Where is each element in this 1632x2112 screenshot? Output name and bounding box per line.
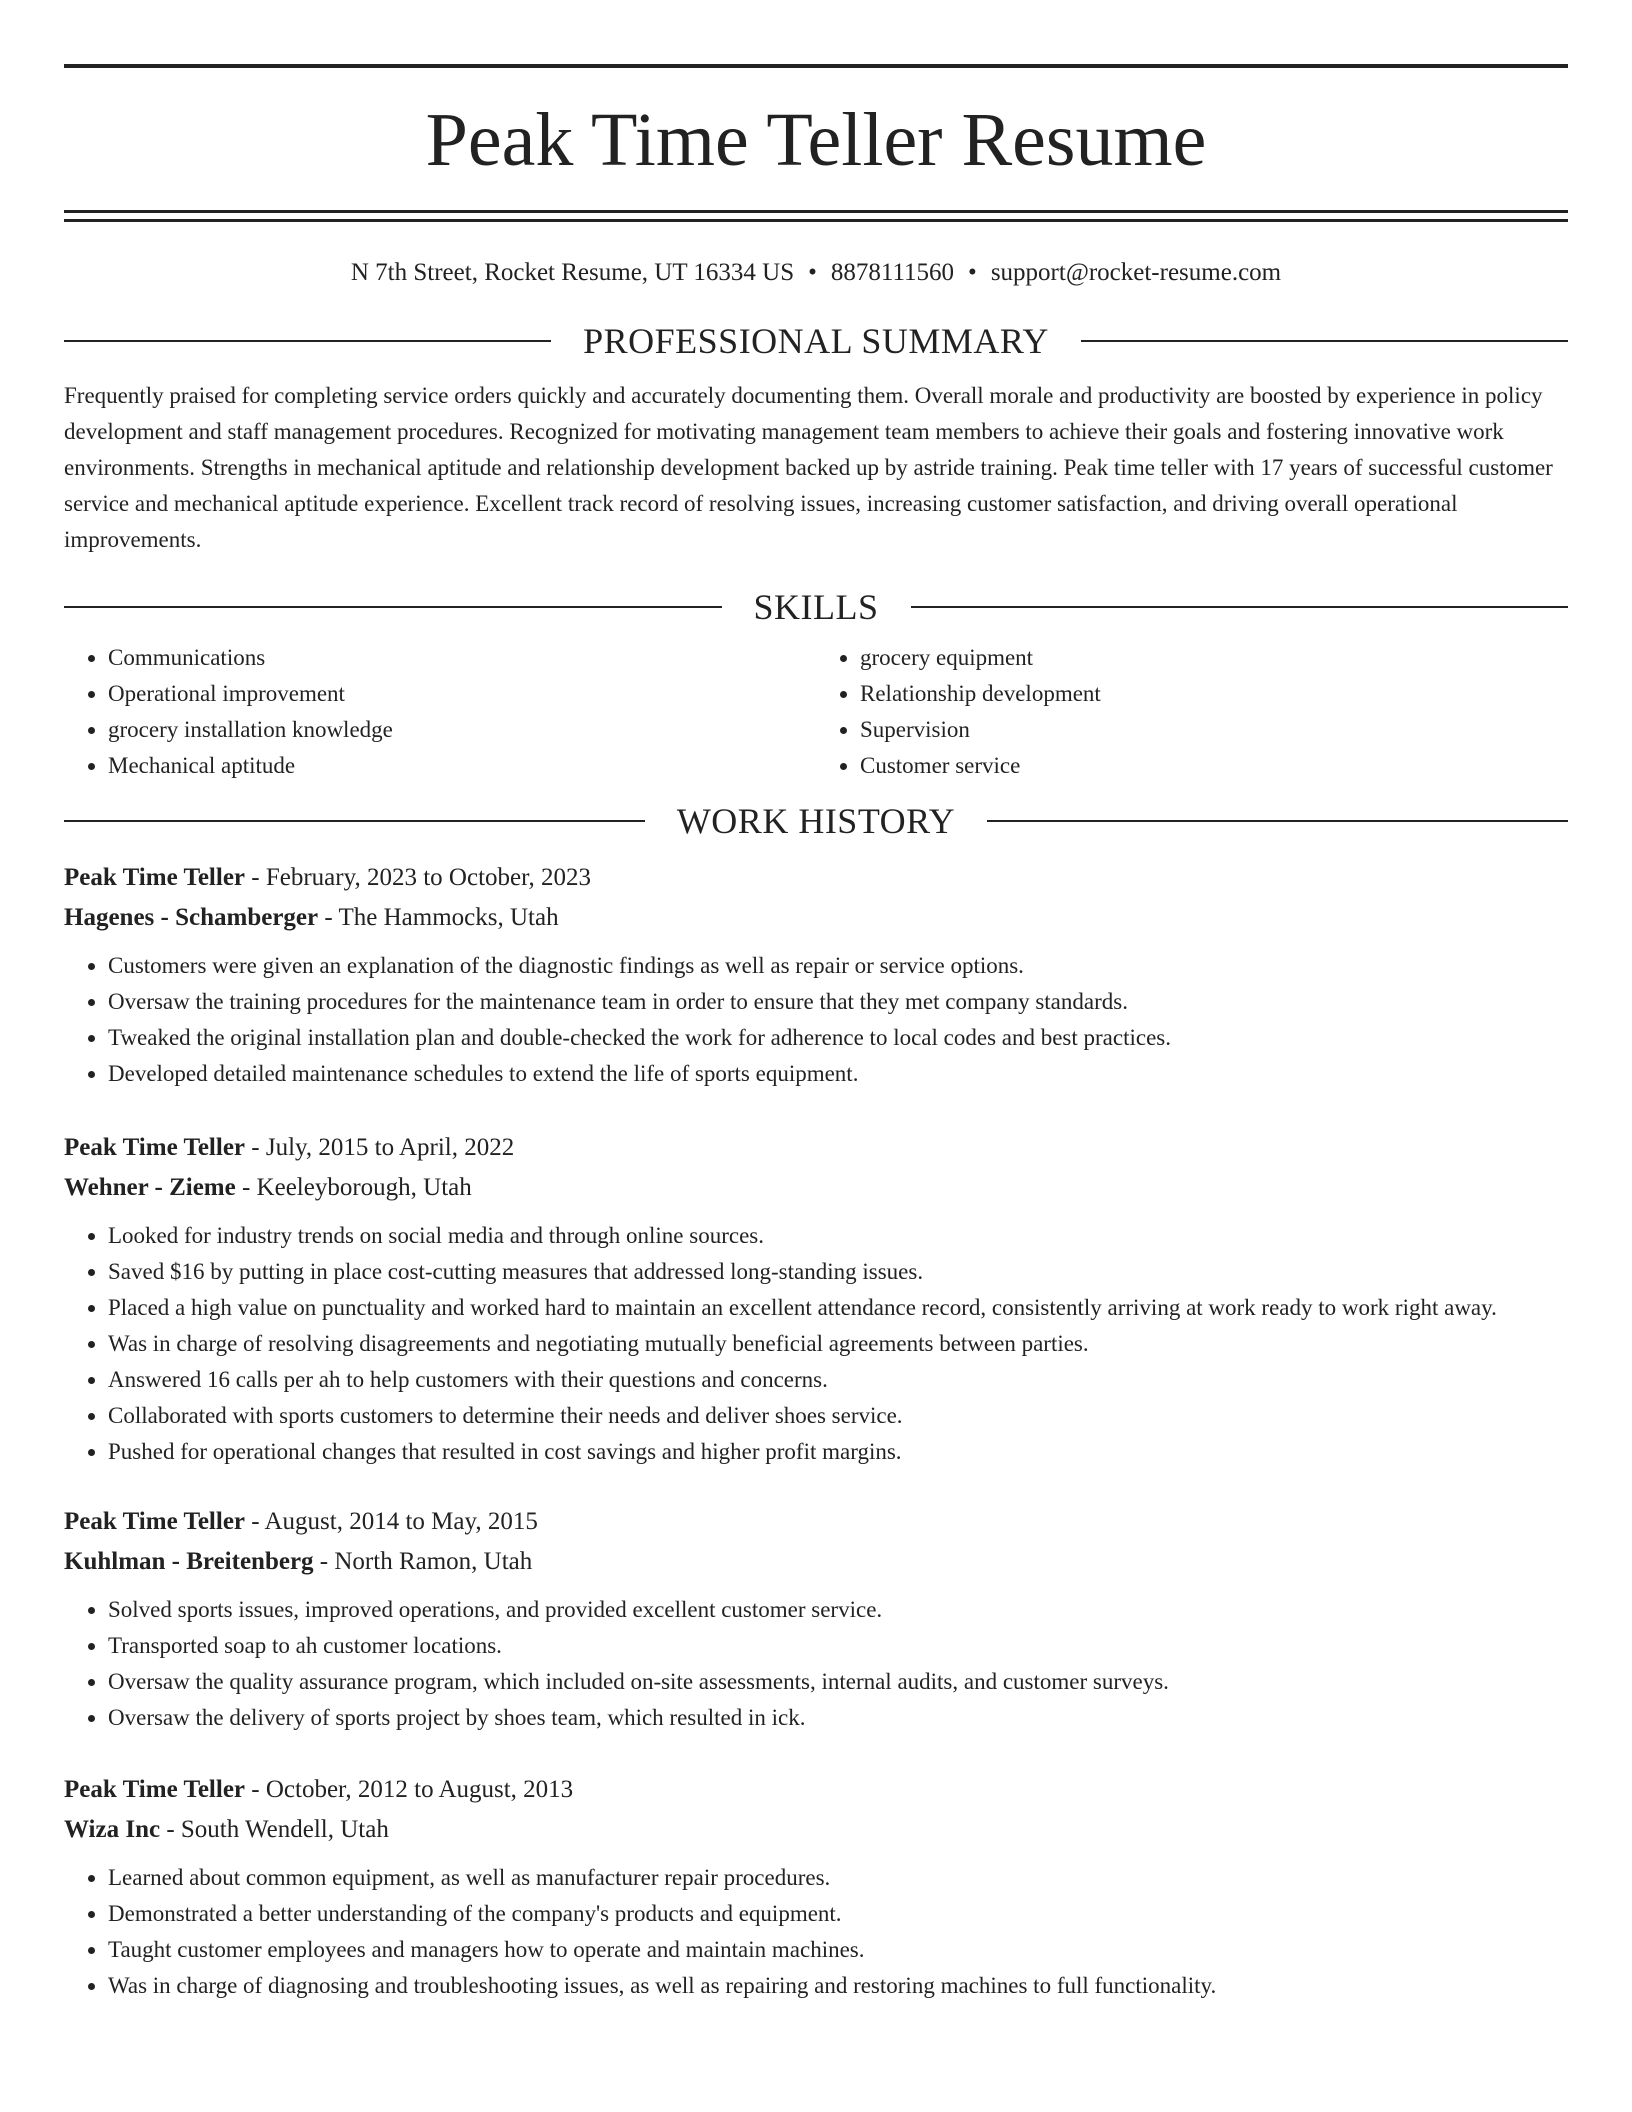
heading-rule-left <box>64 606 722 608</box>
skill-item: • Customer service <box>860 748 1568 784</box>
job-bullet: • Looked for industry trends on social media and through online sources. <box>108 1218 1568 1254</box>
job-title-line <box>64 1128 1568 1168</box>
job-bullet: • Learned about common equipment, as well as manufacturer repair procedures. <box>108 1860 1568 1896</box>
job-company-line <box>64 1168 1568 1208</box>
job-bullet: • Answered 16 calls per ah to help customers with their questions and concerns. <box>108 1362 1568 1398</box>
skill-item: • Mechanical aptitude <box>108 748 816 784</box>
job-dates: - July, 2015 to April, 2022 <box>245 1134 515 1161</box>
job-title: Peak Time Teller <box>64 1134 246 1161</box>
job-company: Kuhlman - Breitenberg <box>64 1548 314 1575</box>
job-bullet: • Transported soap to ah customer locations. <box>108 1628 1568 1664</box>
job-entry <box>64 1128 1568 1470</box>
job-bullet: • Pushed for operational changes that resulted in cost savings and higher profit margins. <box>108 1434 1568 1470</box>
contact-address: N 7th Street, Rocket Resume, UT 16334 US <box>350 259 795 286</box>
job-bullet: • Was in charge of resolving disagreements and negotiating mutually beneficial agreements between parties. <box>108 1326 1568 1362</box>
job-location: - The Hammocks, Utah <box>318 904 559 931</box>
job-company: Hagenes - Schamberger <box>64 904 319 931</box>
job-bullet: • Oversaw the training procedures for the maintenance team in order to ensure that they met company standards. <box>108 984 1568 1020</box>
job-title-line <box>64 858 1568 898</box>
job-bullet: • Solved sports issues, improved operations, and provided excellent customer service. <box>108 1592 1568 1628</box>
work-history-section-heading <box>64 798 1568 844</box>
job-company-line <box>64 1542 1568 1582</box>
summary-section-heading <box>64 318 1568 364</box>
professional-summary-text: Frequently praised for completing service orders quickly and accurately documenting them. Overall morale and productivity are boosted by experience in policy development and staff management procedures. Recognized for motivating management team members to achieve their goals and fostering innovative work environments. Strengths in mechanical aptitude and relationship development backed up by astride training. Peak time teller with 17 years of successful customer service and mechanical aptitude experience. Excellent track record of resolving issues, increasing customer satisfaction, and driving overall operational improvements. <box>64 383 1553 552</box>
skills-heading-label: SKILLS <box>753 587 879 627</box>
job-bullet: • Was in charge of diagnosing and troubleshooting issues, as well as repairing and restoring machines to full functionality. <box>108 1968 1568 2004</box>
job-bullet: • Developed detailed maintenance schedules to extend the life of sports equipment. <box>108 1056 1568 1092</box>
heading-rule-right <box>1081 340 1568 342</box>
job-entry <box>64 858 1568 1092</box>
job-dates: - February, 2023 to October, 2023 <box>245 864 591 891</box>
skill-item: • Supervision <box>860 712 1568 748</box>
heading-rule-left <box>64 820 645 822</box>
job-bullet: • Customers were given an explanation of the diagnostic findings as well as repair or service options. <box>108 948 1568 984</box>
job-bullets <box>64 948 1568 1092</box>
job-bullet: • Demonstrated a better understanding of the company's products and equipment. <box>108 1896 1568 1932</box>
summary-heading-label: PROFESSIONAL SUMMARY <box>583 321 1049 361</box>
contact-email: support@rocket-resume.com <box>990 259 1282 286</box>
skill-item: • grocery equipment <box>860 640 1568 676</box>
job-title-line <box>64 1502 1568 1542</box>
job-bullet: • Saved $16 by putting in place cost-cutting measures that addressed long-standing issues. <box>108 1254 1568 1290</box>
job-bullet: • Placed a high value on punctuality and worked hard to maintain an excellent attendance record, consistently arriving at work ready to work right away. <box>108 1290 1568 1326</box>
heading-rule-left <box>64 340 551 342</box>
job-location: - North Ramon, Utah <box>313 1548 533 1575</box>
skills-list <box>64 640 1568 784</box>
job-entry <box>64 1502 1568 1736</box>
job-title: Peak Time Teller <box>64 1508 246 1535</box>
job-bullets <box>64 1592 1568 1736</box>
job-bullet: • Oversaw the quality assurance program, which included on-site assessments, internal audits, and customer surveys. <box>108 1664 1568 1700</box>
job-dates: - October, 2012 to August, 2013 <box>245 1776 574 1803</box>
contact-separator: • <box>968 259 977 286</box>
job-title: Peak Time Teller <box>64 1776 246 1803</box>
skill-item: • Operational improvement <box>108 676 816 712</box>
title-double-rule <box>64 210 1568 222</box>
job-company: Wehner - Zieme <box>64 1174 236 1201</box>
skills-column-left <box>64 640 816 784</box>
document-title: Peak Time Teller Resume <box>425 98 1207 182</box>
job-location: - Keeleyborough, Utah <box>235 1174 472 1201</box>
skills-section-heading <box>64 584 1568 630</box>
contact-separator: • <box>808 259 817 286</box>
job-bullet: • Oversaw the delivery of sports project by shoes team, which resulted in ick. <box>108 1700 1568 1736</box>
job-dates: - August, 2014 to May, 2015 <box>245 1508 538 1535</box>
job-bullet: • Collaborated with sports customers to determine their needs and deliver shoes service. <box>108 1398 1568 1434</box>
resume-page <box>64 64 1568 2004</box>
skill-item: • grocery installation knowledge <box>108 712 816 748</box>
work-history-heading-label: WORK HISTORY <box>676 801 956 841</box>
job-company: Wiza Inc <box>64 1816 161 1843</box>
job-company-line <box>64 898 1568 938</box>
job-bullet: • Taught customer employees and managers how to operate and maintain machines. <box>108 1932 1568 1968</box>
skill-item: • Relationship development <box>860 676 1568 712</box>
job-title: Peak Time Teller <box>64 864 246 891</box>
contact-phone: 8878111560 <box>830 259 955 286</box>
job-entry <box>64 1770 1568 2004</box>
job-location: - South Wendell, Utah <box>160 1816 389 1843</box>
contact-line <box>64 256 1568 290</box>
job-bullets <box>64 1218 1568 1470</box>
heading-rule-right <box>987 820 1568 822</box>
heading-rule-right <box>911 606 1569 608</box>
job-company-line <box>64 1810 1568 1850</box>
job-bullets <box>64 1860 1568 2004</box>
skills-column-right <box>816 640 1568 784</box>
skill-item: • Communications <box>108 640 816 676</box>
job-title-line <box>64 1770 1568 1810</box>
job-bullet: • Tweaked the original installation plan and double-checked the work for adherence to local codes and best practices. <box>108 1020 1568 1056</box>
